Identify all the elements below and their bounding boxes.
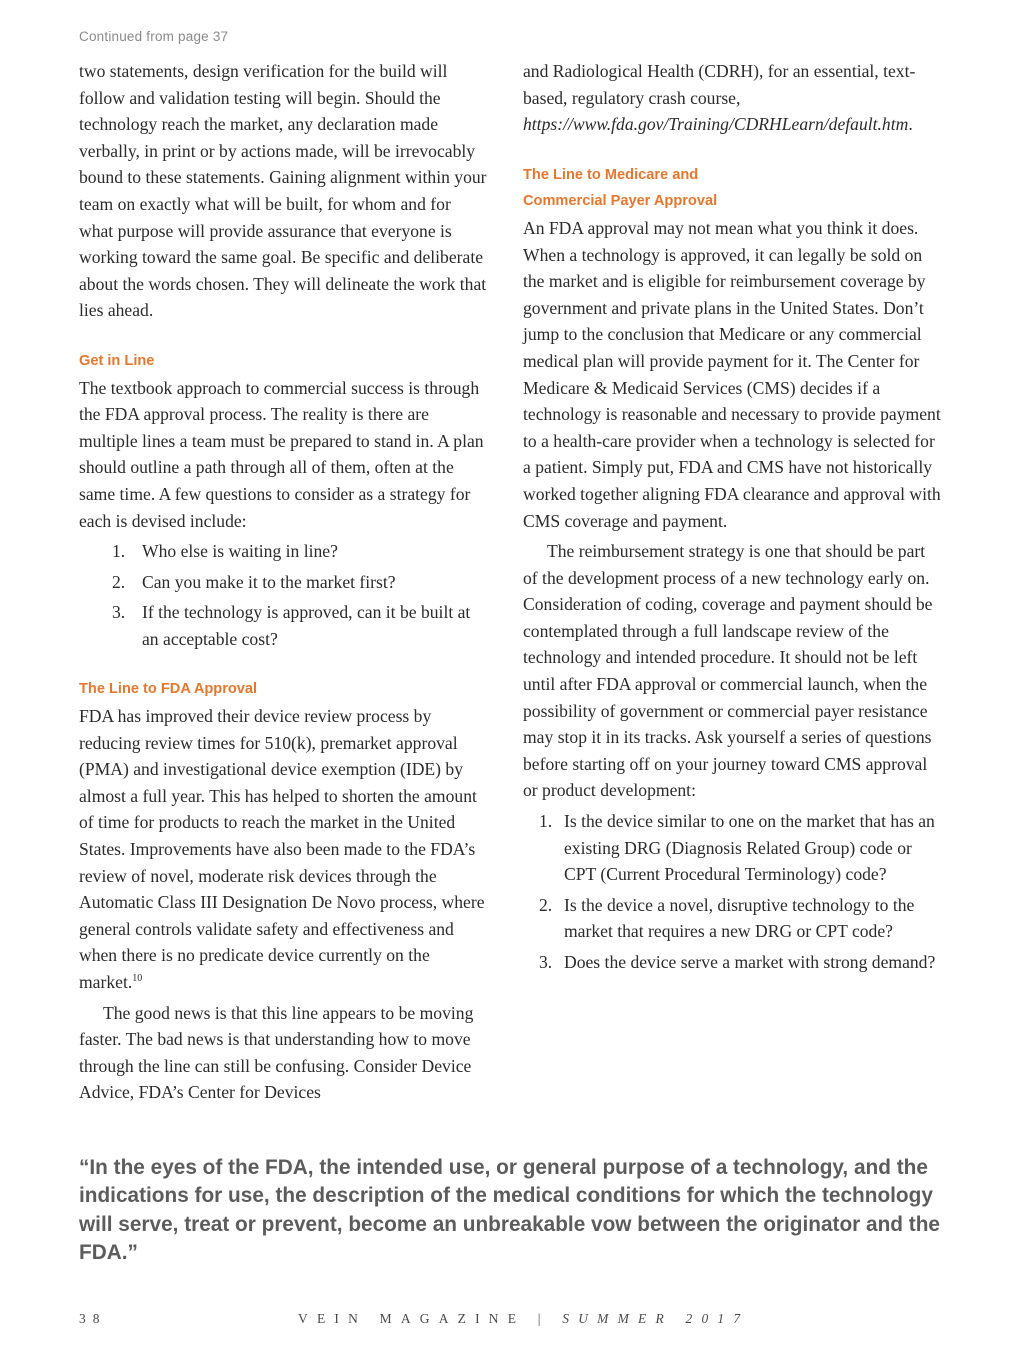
good-news-paragraph: The good news is that this line appears to be moving faster. The bad news is that understanding how to move through the line can still be confusing. Consider Device Advice, FDA’s Center for Devices [79,1002,474,1103]
pull-quote: “In the eyes of the FDA, the intended use, or general purpose of a technology, and the indications for use, the description of the medical conditions for which the technology will serve, treat or prevent, become an unbreakable vow between the originator and the FDA.” [79,1156,940,1264]
list-item: 2. Is the device a novel, disruptive technology to the market that requires a new DRG or CPT code? [539,894,915,942]
fda-approval-paragraph: FDA has improved their device review process by reducing review times for 510(k), premarket approval (PMA) and investigational device exemption (IDE) by almost a full year. This has helped to shorten the amount of time for products to reach the market in the United States. Improvements have also been made to the FDA’s review of novel, moderate risk devices through the Automatic Class III Designation De Novo process, where general controls validate safety and effectiveness and when there is no predicate device currently on the market.$^{10}$ [79,706,485,992]
get-in-line-list [79,538,489,652]
reimbursement-list [523,808,943,976]
heading-medicare-approval: The Line to Medicare and Commercial Payer Approval [523,166,718,210]
intro-paragraph: two statements, design verification for the build will follow and validation testing will begin. Should the technology reach the market, any declaration made verbally, in print or by actions made, will be irrevocably bound to these statements. Gaining alignment within your team on exactly what will be built, for whom and for what purpose will provide assurance that everyone is working toward the same goal. Be specific and deliberate about the words chosen. They will delineate the work that lies ahead. [79,61,487,321]
right-column [523,58,943,976]
list-item: 1. Who else is waiting in line? [112,541,338,562]
list-item: 3. If the technology is approved, can it be built at an acceptable cost? [112,602,471,649]
heading-get-in-line: Get in Line [79,352,155,369]
list-item: 1. Is the device similar to one on the market that has an existing DRG (Diagnosis Related Group) code or CPT (Current Procedural Terminology) code? [539,811,935,885]
continued-from-label: Continued from page 37 [79,29,229,44]
continuation-paragraph: and Radiological Health (CDRH), for an essential, text-based, regulatory crash course, https://www.fda.gov/Training/CDRHLearn/default.htm. [523,61,916,135]
cdrh-learn-link[interactable]: https://www.fda.gov/Training/CDRHLearn/default.htm [523,114,909,135]
footnote-ref: 10 [132,973,143,985]
medicare-paragraph: An FDA approval may not mean what you think it does. When a technology is approved, it can legally be sold on the market and is eligible for reimbursement coverage by government and private plans in the United States. Don’t jump to the conclusion that Medicare or any commercial medical plan will provide payment for it. The Center for Medicare & Medicaid Services (CMS) decides if a technology is reasonable and necessary to provide payment to a health-care provider when a technology is selected for a patient. Simply put, FDA and CMS have not historically worked together aligning FDA clearance and approval with CMS coverage and payment. [523,217,941,531]
left-column [79,58,489,1106]
magazine-issue: VEIN MAGAZINE | SUMMER 2017 [298,1311,750,1326]
get-in-line-paragraph: The textbook approach to commercial success is through the FDA approval process. The reality is there are multiple lines a team must be prepared to stand in. A plan should outline a path through all of them, often at the same time. A few questions to consider as a strategy for each is devised include: [79,377,484,531]
heading-fda-approval: The Line to FDA Approval [79,681,258,698]
page-number: 38 [79,1311,107,1326]
list-item: 3. Does the device serve a market with strong demand? [539,952,936,972]
list-item: 2. Can you make it to the market first? [112,571,396,592]
reimbursement-paragraph: The reimbursement strategy is one that should be part of the development process of a new technology early on. Consideration of coding, coverage and payment should be contemplated through a full landscape review of the technology and intended procedure. It should not be left until after FDA approval or commercial launch, when the possibility of government or commercial payer resistance may stop it in its tracks. Ask yourself a series of questions before starting off on your journey toward CMS approval or product development: [523,541,933,801]
